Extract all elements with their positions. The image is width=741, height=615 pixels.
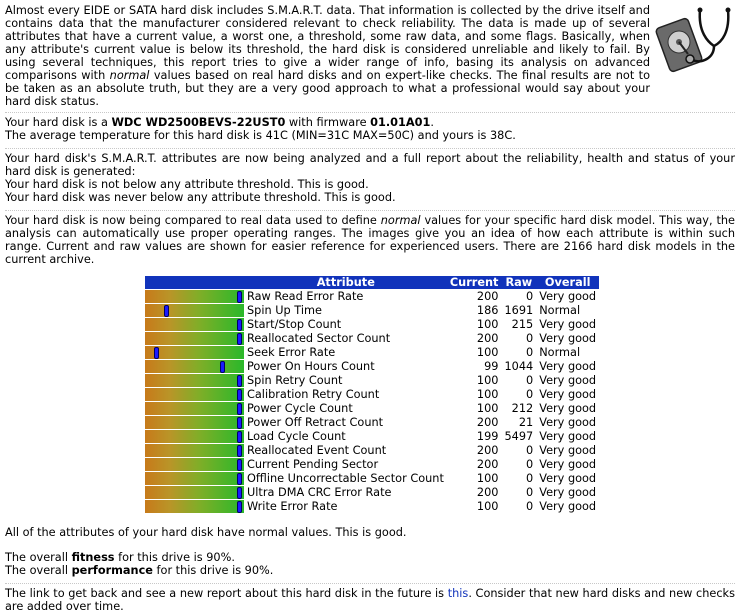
table-row — [145, 415, 599, 429]
disk-firmware: 01.01A01 — [370, 116, 431, 129]
attribute-range-bar — [145, 289, 244, 303]
attribute-name: Offline Uncorrectable Sector Count — [247, 471, 444, 485]
attribute-overall: Normal — [539, 345, 581, 359]
range-marker — [237, 403, 242, 415]
attribute-overall: Very good — [539, 401, 597, 415]
attribute-overall: Very good — [539, 317, 597, 331]
table-row — [145, 471, 599, 485]
disk-info: Your hard disk is a WDC WD2500BEVS-22UST0 with firmware 01.01A01. The average temperature for this hard disk is 41C (MIN=31C MAX=50C) and yours is 38C. — [5, 112, 735, 142]
attribute-overall: Normal — [539, 303, 581, 317]
table-row — [145, 429, 599, 443]
attribute-current: 100 — [476, 471, 499, 485]
table-row — [145, 289, 599, 303]
range-marker — [237, 375, 242, 387]
temperature-line: The average temperature for this hard disk is 41C (MIN=31C MAX=50C) and yours is 38C. — [5, 129, 516, 142]
analysis-section: Your hard disk's S.M.A.R.T. attributes are now being analyzed and a full report about the reliability, health and status of your hard disk is generated: Your hard disk is not below any attribute threshold. This is good. Your hard disk was never below any attribute threshold. This is good. — [5, 148, 735, 204]
header-attribute: Attribute — [145, 276, 447, 289]
attribute-name: Power Off Retract Count — [247, 415, 384, 429]
attribute-current: 200 — [476, 415, 499, 429]
attribute-current: 100 — [476, 373, 499, 387]
attribute-range-bar — [145, 317, 244, 331]
all-normal-line: All of the attributes of your hard disk have normal values. This is good. — [5, 526, 407, 539]
attribute-name: Power Cycle Count — [247, 401, 353, 415]
attribute-overall: Very good — [539, 443, 597, 457]
attribute-current: 186 — [476, 303, 499, 317]
range-marker — [237, 431, 242, 443]
attribute-current: 100 — [476, 387, 499, 401]
attribute-overall: Very good — [539, 499, 597, 513]
attribute-current: 100 — [476, 499, 499, 513]
attribute-current: 100 — [476, 345, 499, 359]
header-raw: Raw — [501, 276, 536, 289]
table-header — [145, 276, 599, 289]
table-row — [145, 359, 599, 373]
attribute-current: 100 — [476, 317, 499, 331]
attribute-name: Spin Retry Count — [247, 373, 343, 387]
attribute-overall: Very good — [539, 471, 597, 485]
attribute-current: 199 — [476, 429, 499, 443]
attribute-raw: 212 — [511, 401, 534, 415]
table-row — [145, 345, 599, 359]
attribute-range-bar — [145, 401, 244, 415]
attribute-name: Ultra DMA CRC Error Rate — [247, 485, 392, 499]
attribute-raw: 0 — [526, 471, 534, 485]
table-row — [145, 373, 599, 387]
table-row — [145, 499, 599, 513]
attribute-current: 200 — [476, 331, 499, 345]
attribute-raw: 0 — [526, 289, 534, 303]
attribute-overall: Very good — [539, 457, 597, 471]
attribute-name: Seek Error Rate — [247, 345, 336, 359]
attribute-overall: Very good — [539, 485, 597, 499]
range-marker — [237, 389, 242, 401]
disk-model: WDC WD2500BEVS-22UST0 — [111, 116, 286, 129]
footer: The link to get back and see a new report about this hard disk in the future is this. Consider that new hard disks and new checks are added over time. — [5, 583, 735, 613]
attribute-name: Write Error Rate — [247, 499, 338, 513]
attribute-raw: 0 — [526, 485, 534, 499]
attribute-name: Current Pending Sector — [247, 457, 379, 471]
compare-section: Your hard disk is now being compared to real data used to define normal values for your specific hard disk model. This way, the analysis can automatically use proper operating ranges. The images give you an idea of how each attribute is within such range. Current and raw values are shown for easier reference for experienced users. There are 2166 hard disk models in the current archive. — [5, 210, 735, 266]
attribute-range-bar — [145, 373, 244, 387]
attribute-name: Raw Read Error Rate — [247, 289, 364, 303]
attribute-range-bar — [145, 443, 244, 457]
range-marker — [237, 319, 242, 331]
attribute-range-bar — [145, 485, 244, 499]
attribute-range-bar — [145, 471, 244, 485]
smart-attributes-table — [145, 276, 599, 513]
table-row — [145, 317, 599, 331]
attribute-range-bar — [145, 457, 244, 471]
attribute-current: 200 — [476, 485, 499, 499]
table-row — [145, 485, 599, 499]
attribute-overall: Very good — [539, 331, 597, 345]
attribute-range-bar — [145, 429, 244, 443]
attribute-raw: 1044 — [504, 359, 534, 373]
header-current: Current — [447, 276, 502, 289]
range-marker — [154, 347, 159, 359]
attribute-raw: 0 — [526, 443, 534, 457]
attribute-range-bar — [145, 359, 244, 373]
range-marker — [237, 291, 242, 303]
attribute-overall: Very good — [539, 387, 597, 401]
attribute-range-bar — [145, 499, 244, 513]
attribute-raw: 0 — [526, 331, 534, 345]
attribute-name: Load Cycle Count — [247, 429, 346, 443]
attribute-range-bar — [145, 345, 244, 359]
attribute-overall: Very good — [539, 429, 597, 443]
table-row — [145, 443, 599, 457]
range-marker — [237, 417, 242, 429]
attribute-current: 200 — [476, 443, 499, 457]
attribute-range-bar — [145, 415, 244, 429]
table-row — [145, 331, 599, 345]
range-marker — [220, 361, 225, 373]
attribute-overall: Very good — [539, 359, 597, 373]
range-marker — [237, 487, 242, 499]
attribute-name: Calibration Retry Count — [247, 387, 380, 401]
attribute-range-bar — [145, 331, 244, 345]
report-link[interactable]: this — [447, 587, 469, 600]
attribute-range-bar — [145, 387, 244, 401]
range-marker — [237, 473, 242, 485]
attribute-current: 200 — [476, 289, 499, 303]
attribute-overall: Very good — [539, 373, 597, 387]
intro-paragraph: Almost every EIDE or SATA hard disk includes S.M.A.R.T. data. That information is collected by the drive itself and contains data that the manufacturer considered relevant to check reliability. The data is made up of several attributes that have a current value, a worst one, a threshold, some raw data, and some flags. Basically, when any attribute's current value is below its threshold, the hard disk is considered unreliable and likely to fail. By using several techniques, this report tries to give a wider range of info, basing its analysis on advanced comparisons with normal values based on real hard disks and on expert-like checks. The final results are not to be taken as an absolute truth, but they are a very good approach to what a professional would say about your hard disk status. — [5, 4, 651, 108]
attribute-overall: Very good — [539, 289, 597, 303]
attribute-raw: 0 — [526, 387, 534, 401]
attribute-raw: 21 — [518, 415, 534, 429]
attribute-raw: 5497 — [504, 429, 534, 443]
attribute-raw: 215 — [511, 317, 534, 331]
attribute-name: Power On Hours Count — [247, 359, 375, 373]
attribute-raw: 0 — [526, 499, 534, 513]
range-marker — [237, 333, 242, 345]
range-marker — [237, 459, 242, 471]
range-marker — [164, 305, 169, 317]
attribute-name: Reallocated Event Count — [247, 443, 387, 457]
range-marker — [237, 501, 242, 513]
attribute-name: Start/Stop Count — [247, 317, 342, 331]
attribute-raw: 0 — [526, 373, 534, 387]
table-row — [145, 387, 599, 401]
attribute-name: Reallocated Sector Count — [247, 331, 391, 345]
attribute-raw: 0 — [526, 457, 534, 471]
table-row — [145, 401, 599, 415]
attribute-raw: 0 — [526, 345, 534, 359]
attribute-current: 99 — [484, 359, 499, 373]
attribute-current: 100 — [476, 401, 499, 415]
attribute-overall: Very good — [539, 415, 597, 429]
table-row — [145, 457, 599, 471]
table-row — [145, 303, 599, 317]
report — [5, 4, 735, 266]
range-marker — [237, 445, 242, 457]
fitness-line: The overall fitness for this drive is 90%. — [5, 551, 235, 564]
attribute-raw: 1691 — [504, 303, 534, 317]
attribute-name: Spin Up Time — [247, 303, 322, 317]
summary — [5, 526, 735, 613]
attribute-range-bar — [145, 303, 244, 317]
performance-line: The overall performance for this drive is 90%. — [5, 564, 274, 577]
header-overall: Overall — [536, 276, 599, 289]
attribute-current: 200 — [476, 457, 499, 471]
